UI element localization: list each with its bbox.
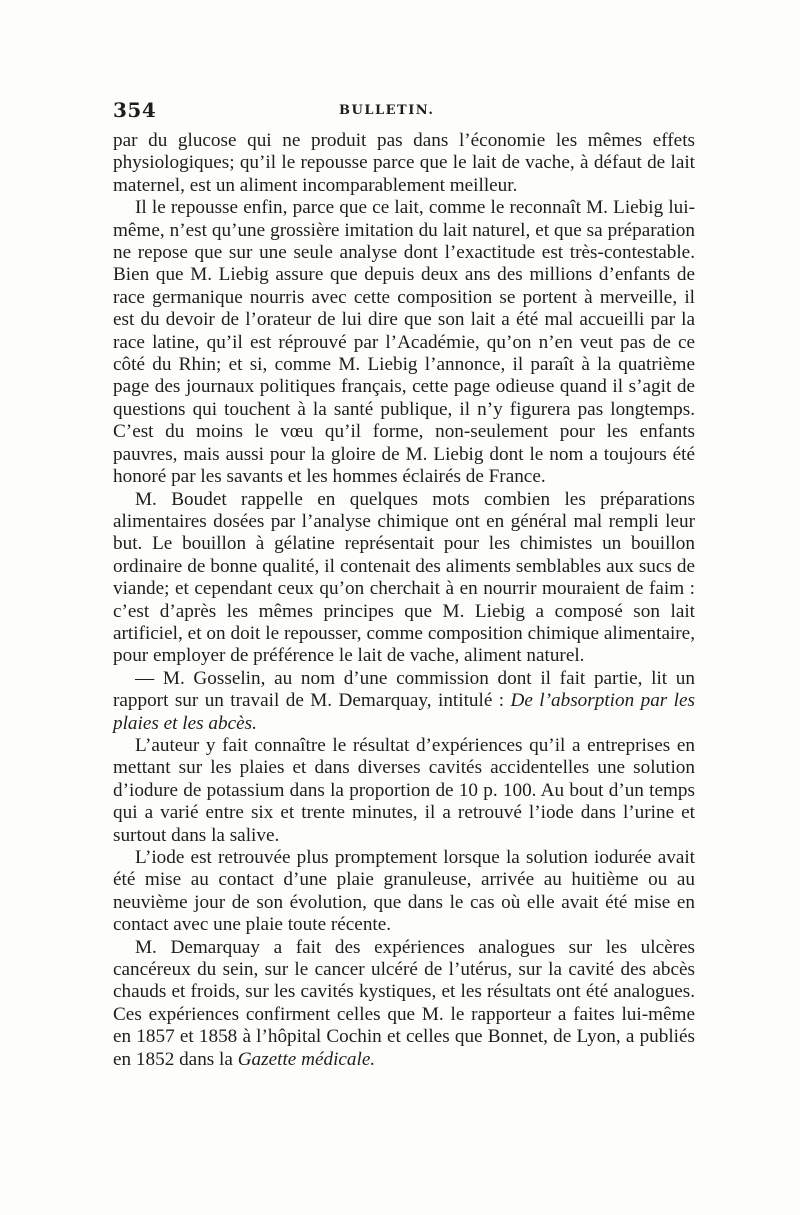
paragraph-text: M. Boudet rappelle en quelques mots combien les préparations alimentaires dosées par l’analyse chimique ont en général mal rempli leur but. Le bouillon à gélatine représentait pour les chimistes un bouillon ordinaire de bonne qualité, il contenait des aliments semblables aux sucs de viande; et cependant ceux qu’on cherchait à en nourrir mouraient de faim : c’est d’après les mêmes principes que M. Liebig a composé son lait artificiel, et on doit le repousser, comme composition chimique alimentaire, pour employer de préférence le lait de vache, aliment naturel.: [113, 488, 695, 667]
paragraph-text: par du glucose qui ne produit pas dans l’économie les mêmes effets physiologiques; qu’il le repousse parce que le lait de vache, à défaut de lait maternel, est un aliment incomparablement meilleur.: [113, 130, 695, 196]
paragraph-boudet: [113, 489, 695, 668]
paragraph-text: — M. Gosselin, au nom d’une commission dont il fait partie, lit un rapport sur un travail de M. Demarquay, intitulé :: [113, 667, 695, 712]
body-text: [113, 130, 695, 1071]
journal-title: Gazette médicale.: [237, 1048, 376, 1070]
paragraph-gosselin: [113, 668, 695, 735]
paragraph-auteur: [113, 735, 695, 847]
paragraph-glucose: [113, 130, 695, 197]
paragraph-text: L’auteur y fait connaître le résultat d’expériences qu’il a entreprises en mettant sur les plaies et dans diverses cavités accidentelles une solution d’iodure de potassium dans la proportion de 10 p. 100. Au bout d’un temps qui a varié entre six et trente minutes, il a retrouvé l’iode dans l’urine et surtout dans la salive.: [113, 734, 695, 846]
paragraph-iode: [113, 847, 695, 937]
paragraph-demarquay: [113, 937, 695, 1071]
running-title: BULLETIN.: [339, 103, 435, 118]
page-number: 354: [113, 98, 157, 122]
page-header: [113, 98, 695, 126]
paragraph-text: Il le repousse enfin, parce que ce lait, comme le reconnaît M. Liebig lui-même, n’est qu’une grossière imitation du lait naturel, et que sa préparation ne repose que sur une seule analyse dont l’exactitude est très-contestable. Bien que M. Liebig assure que depuis deux ans des millions d’enfants de race germanique nourris avec cette composition se portent à merveille, il est du devoir de l’orateur de lui dire que son lait a été mal accueilli par la race latine, qu’il est réprouvé par l’Académie, qu’on n’en veut pas de ce côté du Rhin; et si, comme M. Liebig l’annonce, il paraît à la quatrième page des journaux politiques français, cette page odieuse quand il s’agit de questions qui touchent à la santé publique, il n’y figurera pas longtemps. C’est du moins le vœu qu’il forme, non-seulement pour les enfants pauvres, mais aussi pour la gloire de M. Liebig dont le nom a toujours été honoré par les savants et les hommes éclairés de France.: [113, 197, 695, 488]
paragraph-text: L’iode est retrouvée plus promptement lorsque la solution iodurée avait été mise au contact d’une plaie granuleuse, arrivée au huitième ou au neuvième jour de son évolution, que dans le cas où elle avait été mise en contact avec une plaie toute récente.: [113, 847, 695, 936]
paragraph-liebig: [113, 197, 695, 488]
paragraph-text: M. Demarquay a fait des expériences analogues sur les ulcères cancéreux du sein, sur le cancer ulcéré de l’utérus, sur la cavité des abcès chauds et froids, sur les cavités kystiques, et les résultats ont été analogues. Ces expériences confirment celles que M. le rapporteur a faites lui-même en 1857 et 1858 à l’hôpital Cochin et celles que Bonnet, de Lyon, a publiés en 1852 dans la: [113, 936, 695, 1070]
article-title: De l’absorption par les plaies et les abcès.: [113, 690, 695, 734]
